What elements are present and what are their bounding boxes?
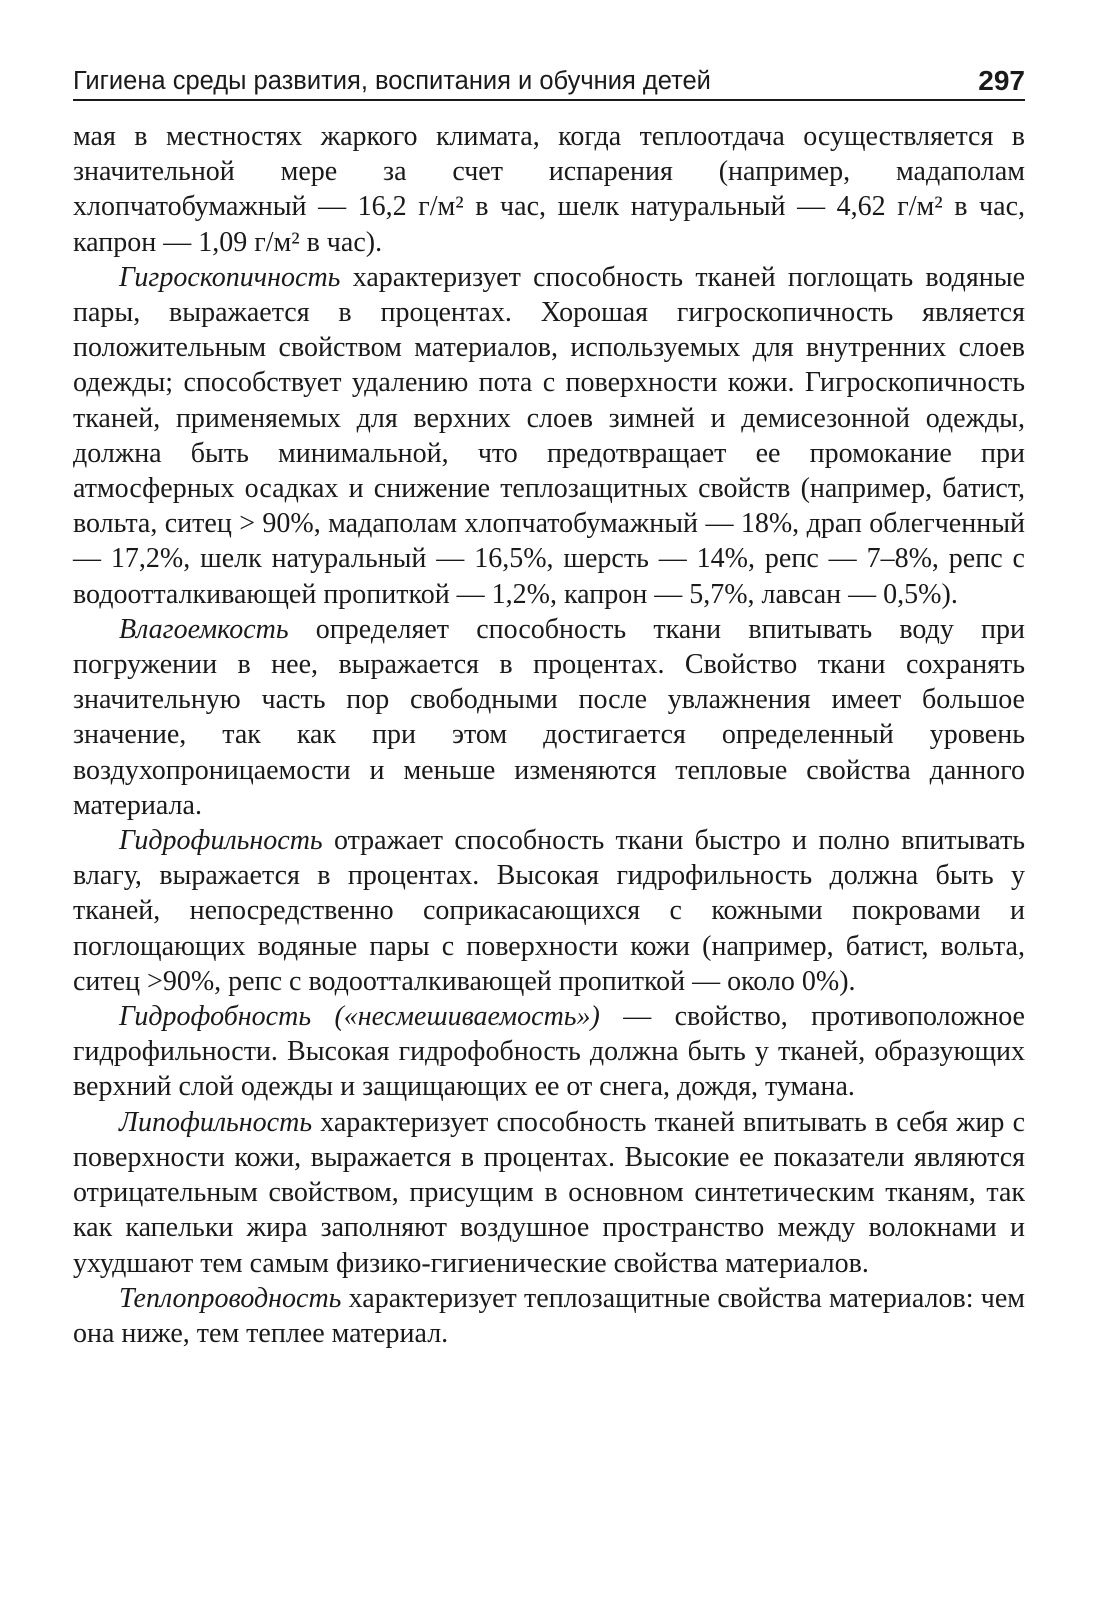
paragraph-lipophilicity (73, 1105, 1025, 1281)
term-thermal-conductivity: Теплопроводность (119, 1282, 342, 1314)
paragraph-text: отражает способность ткани быстро и полно впитывать влагу, выражается в процентах. Высокая гидрофильность должна быть у тканей, непосредственно соприкасающихся с кожными покровами и поглощающих водяные пары с поверхности кожи (например, батист, вольта, ситец >90%, репс с водоотталкивающей пропиткой — около 0%). (73, 825, 1025, 997)
term-moisture-capacity: Влагоемкость (119, 613, 289, 645)
term-lipophilicity: Липофильность (119, 1106, 313, 1138)
paragraph-text: характеризует способность тканей поглощать водяные пары, выражается в процентах. Хорошая гигроскопичность является положительным свойством материалов, используемых для внутренних слоев одежды; способствует удалению пота с поверхности кожи. Гигроскопичность тканей, применяемых для верхних слоев зимней и демисезонной одежды, должна быть минимальной, что предотвращает ее промокание при атмосферных осадках и снижение теплозащитных свойств (например, батист, вольта, ситец > 90%, мадаполам хлопчатобумажный — 18%, драп облегченный — 17,2%, шелк натуральный — 16,5%, шерсть — 14%, репс — 7–8%, репс с водоотталкивающей пропиткой — 1,2%, капрон — 5,7%, лавсан — 0,5%). (73, 261, 1025, 610)
term-hydrophobicity: Гидрофобность («несмешиваемость») (119, 1001, 600, 1033)
running-title: Гигиена среды развития, воспитания и обучния детей (73, 67, 711, 95)
paragraph-text: мая в местностях жаркого климата, когда теплоотдача осуществляется в значительной мере за счет испарения (например, мадаполам хлопчатобумажный — 16,2 г/м² в час, шелк натуральный — 4,62 г/м² в час, капрон — 1,09 г/м² в час). (73, 121, 1025, 258)
paragraph-text: характеризует теплозащитные свойства материалов: чем она ниже, тем теплее материал. (73, 1282, 1025, 1349)
paragraph-text: определяет способность ткани впитывать воду при погружении в нее, выражается в процентах. Свойство ткани сохранять значительную часть пор свободными после увлажнения имеет большое значение, так как при этом достигается определенный уровень воздухопроницаемости и меньше изменяются тепловые свойства данного материала. (73, 613, 1025, 821)
body-text (73, 119, 1025, 1351)
term-hygroscopicity: Гигроскопичность (119, 261, 341, 293)
paragraph-hydrophilicity (73, 823, 1025, 999)
running-header (73, 60, 1025, 101)
term-hydrophilicity: Гидрофильность (119, 825, 323, 857)
book-page (73, 60, 1025, 1351)
paragraph-thermal-conductivity (73, 1281, 1025, 1351)
paragraph-text: характеризует способность тканей впитывать в себя жир с поверхности кожи, выражается в процентах. Высокие ее показатели являются отрицательным свойством, присущим в основном синтетическим тканям, так как капельки жира заполняют воздушное пространство между волокнами и ухудшают тем самым физико-гигиенические свойства материалов. (73, 1106, 1025, 1279)
page-number: 297 (978, 65, 1025, 96)
paragraph-hydrophobicity (73, 999, 1025, 1105)
paragraph-moisture-capacity (73, 612, 1025, 823)
paragraph-hygroscopicity (73, 260, 1025, 612)
paragraph-text: — свойство, противоположное гидрофильности. Высокая гидрофобность должна быть у тканей, образующих верхний слой одежды и защищающих ее от снега, дождя, тумана. (73, 1001, 1025, 1103)
paragraph-continuation (73, 119, 1025, 260)
